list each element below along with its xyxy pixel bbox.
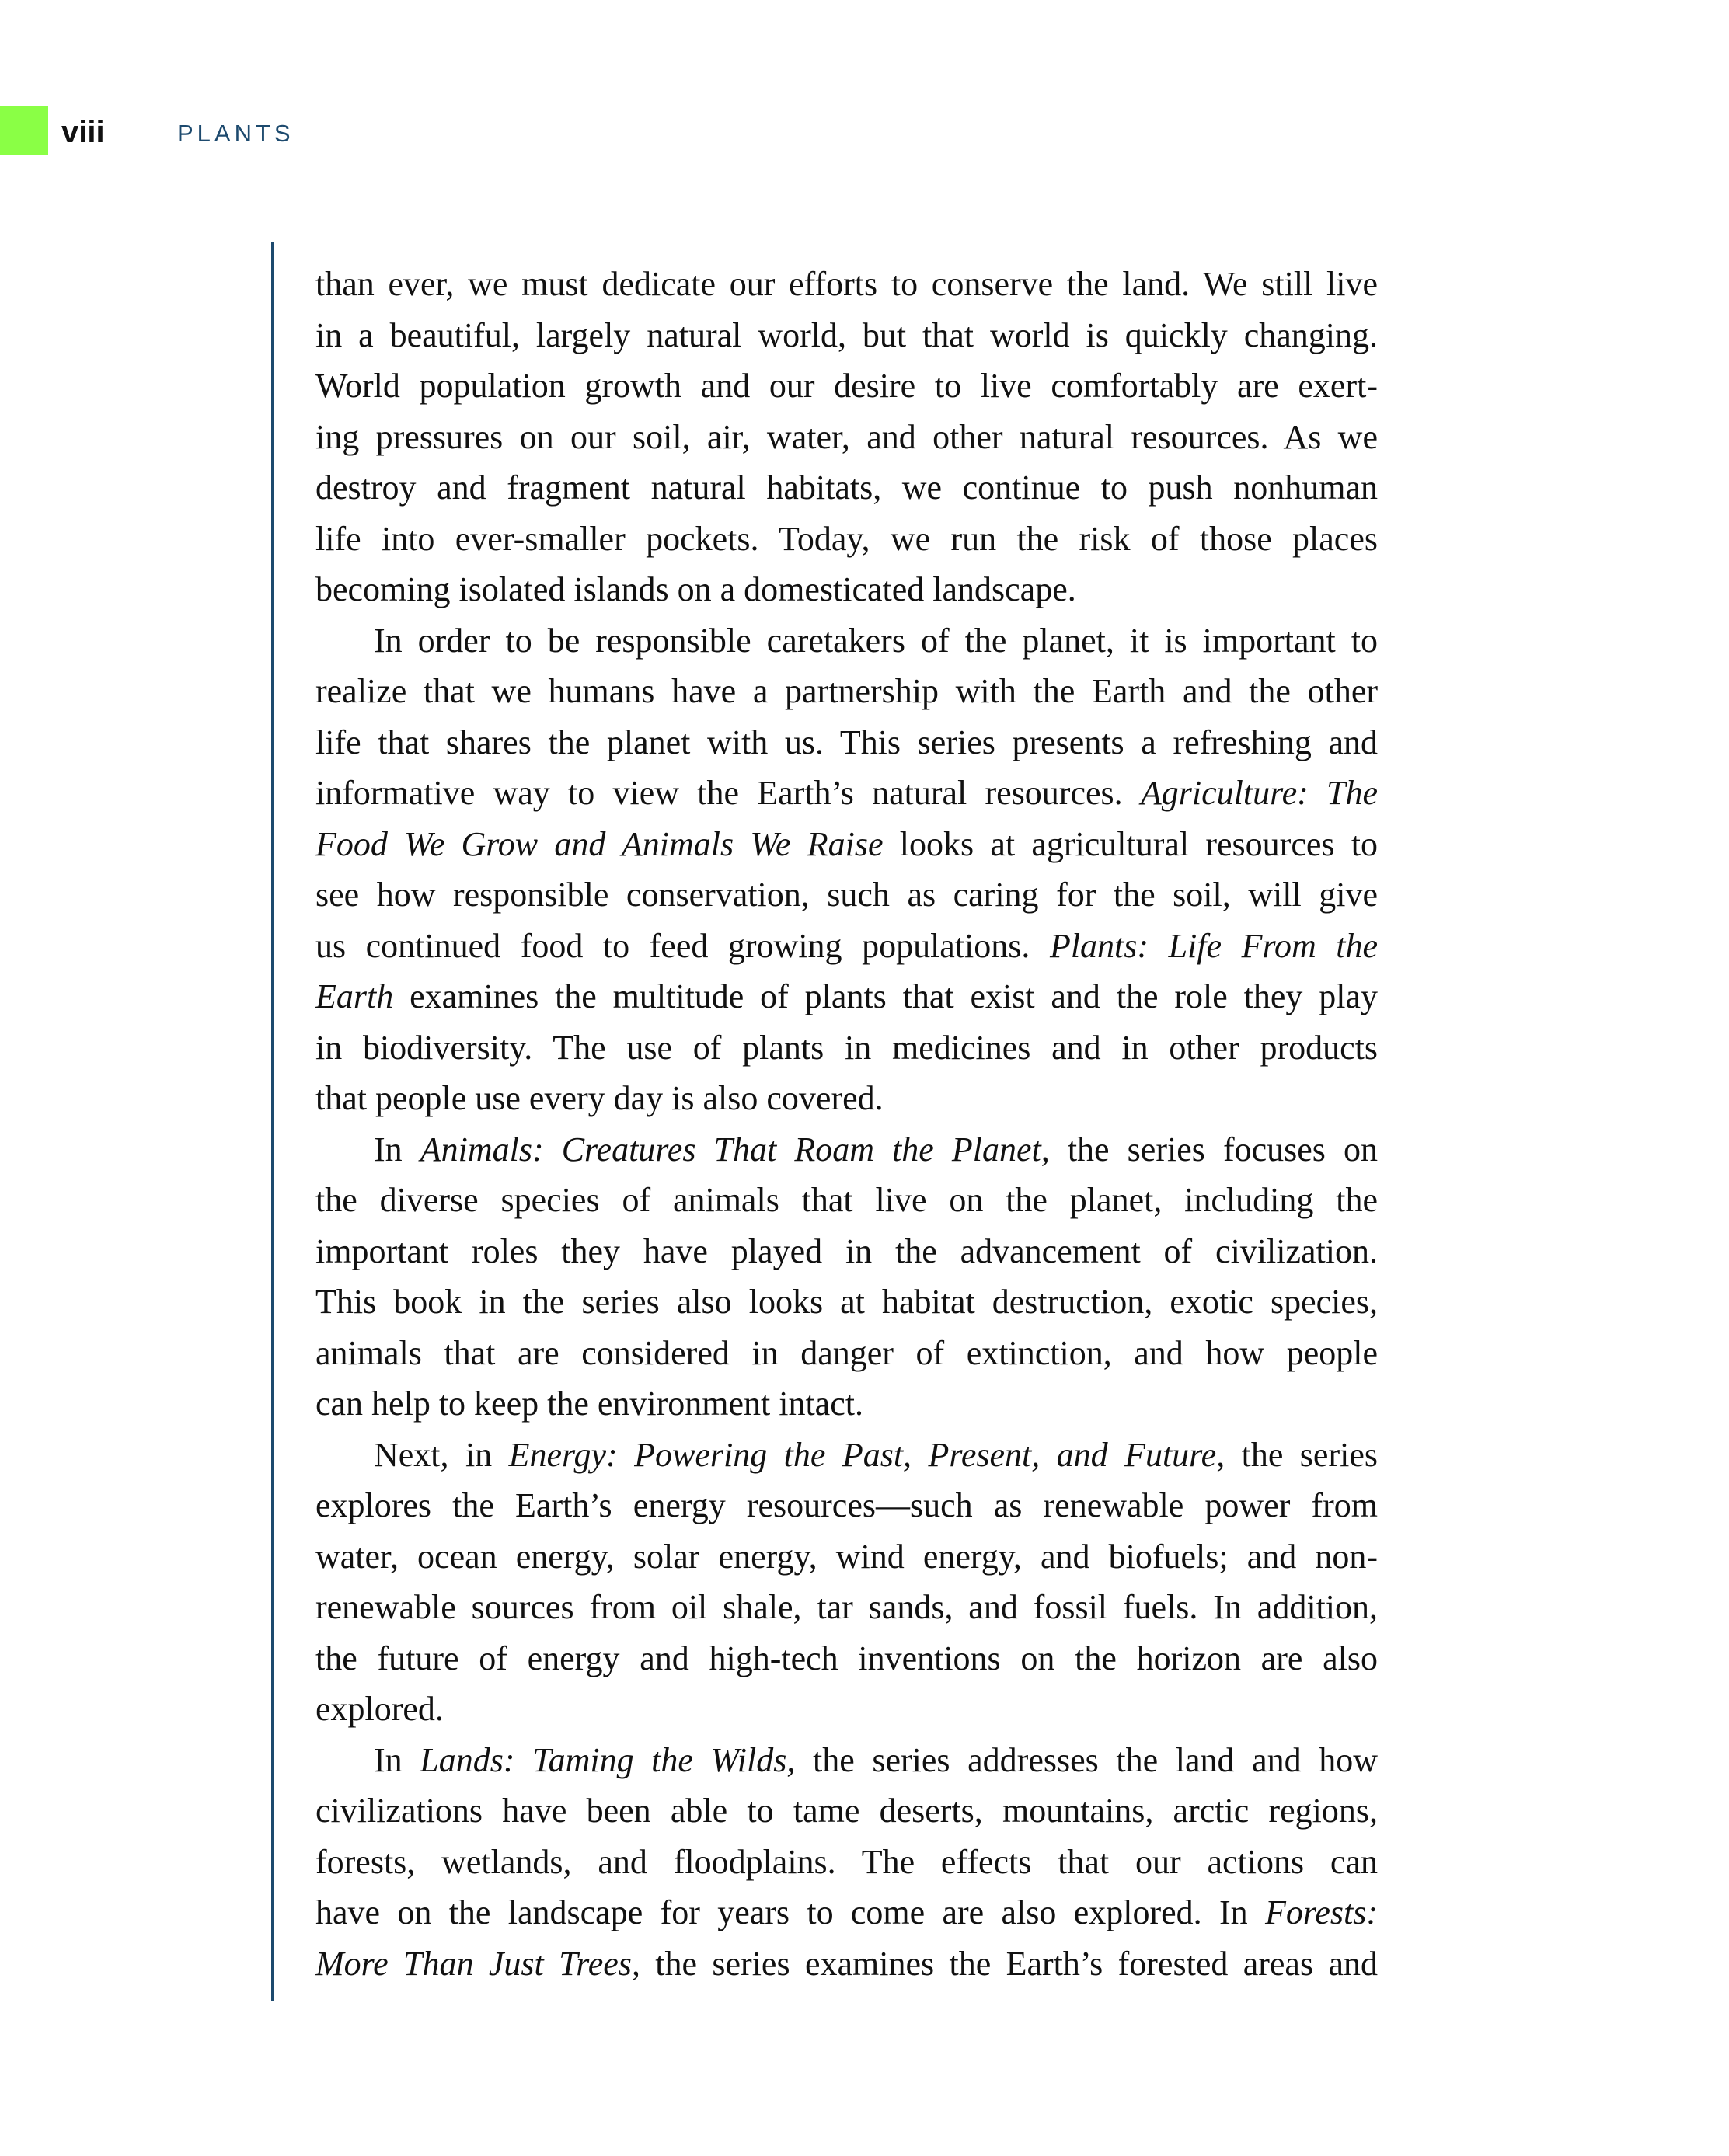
- text-segment: see how responsible conservation, such as caring for the soil, will give: [315, 876, 1378, 914]
- text-segment: the series addresses the land and how: [795, 1740, 1379, 1779]
- page-number: viii: [61, 115, 105, 149]
- text-line: [315, 971, 1378, 1022]
- paragraph: [315, 259, 1378, 615]
- text-line: [315, 1837, 1378, 1888]
- text-line: [315, 1277, 1378, 1328]
- text-line: [315, 1785, 1378, 1837]
- text-line: [315, 412, 1378, 463]
- text-segment: can help to keep the environment intact.: [315, 1385, 863, 1423]
- text-segment: water, ocean energy, solar energy, wind energy, and biofuels; and non-: [315, 1537, 1378, 1576]
- text-line: [315, 1022, 1378, 1074]
- text-line: [315, 1175, 1378, 1226]
- text-line: [315, 360, 1378, 412]
- paragraph: [315, 1735, 1378, 1990]
- paragraph: [315, 1124, 1378, 1430]
- text-segment: that people use every day is also covered.: [315, 1079, 884, 1117]
- text-segment: In order to be responsible caretakers of the planet, it is important to: [374, 621, 1378, 660]
- italic-title: Lands: Taming the Wilds,: [420, 1740, 796, 1779]
- italic-title: Energy: Powering the Past, Present, and Future: [508, 1435, 1217, 1474]
- text-segment: have on the landscape for years to come are also explored. In: [315, 1893, 1265, 1931]
- text-segment: informative way to view the Earth’s natural resources.: [315, 774, 1141, 812]
- text-segment: in biodiversity. The use of plants in medicines and in other products: [315, 1028, 1378, 1067]
- body-text: [315, 259, 1378, 1989]
- text-segment: destroy and fragment natural habitats, we continue to push nonhuman: [315, 468, 1378, 507]
- text-line: [315, 259, 1378, 310]
- italic-title: Earth: [315, 977, 394, 1015]
- text-segment: This book in the series also looks at habitat destruction, exotic species,: [315, 1283, 1378, 1321]
- italic-title: Plants: Life From the: [1049, 926, 1379, 965]
- text-segment: examines the multitude of plants that exist and the role they play: [393, 977, 1378, 1015]
- text-line: [315, 869, 1378, 921]
- text-line: [315, 1073, 1378, 1124]
- italic-title: Forests:: [1264, 1893, 1378, 1931]
- text-segment: life into ever-smaller pockets. Today, we run the risk of those places: [315, 519, 1378, 558]
- text-line: [315, 1328, 1378, 1379]
- text-line: [315, 1938, 1378, 1990]
- text-line: [315, 1531, 1378, 1583]
- text-line: [315, 1684, 1378, 1735]
- text-line: [315, 1226, 1378, 1277]
- text-segment: civilizations have been able to tame deserts, mountains, arctic regions,: [315, 1792, 1378, 1830]
- text-line: [315, 615, 1378, 667]
- chapter-tab-marker: [0, 106, 48, 155]
- text-segment: animals that are considered in danger of extinction, and how people: [315, 1333, 1378, 1372]
- text-line: [315, 666, 1378, 717]
- text-line: [315, 717, 1378, 768]
- text-segment: ing pressures on our soil, air, water, and other natural resources. As we: [315, 417, 1378, 456]
- italic-title: Food We Grow and Animals We Raise: [315, 824, 884, 863]
- text-segment: the future of energy and high-tech inventions on the horizon are also: [315, 1639, 1378, 1677]
- text-segment: In: [374, 1130, 420, 1169]
- text-line: [315, 819, 1378, 870]
- text-line: [315, 564, 1378, 615]
- text-line: [315, 768, 1378, 819]
- text-line: [315, 514, 1378, 565]
- text-segment: the series focuses on: [1049, 1130, 1378, 1169]
- text-segment: In: [374, 1740, 420, 1779]
- text-segment: renewable sources from oil shale, tar sands, and fossil fuels. In addition,: [315, 1588, 1378, 1626]
- text-line: [315, 1480, 1378, 1531]
- text-segment: the diverse species of animals that live on the planet, including the: [315, 1181, 1378, 1219]
- text-line: [315, 921, 1378, 972]
- text-segment: than ever, we must dedicate our efforts to conserve the land. We still live: [315, 265, 1378, 303]
- margin-rule: [271, 242, 274, 2001]
- text-line: [315, 1735, 1378, 1786]
- text-segment: looks at agricultural resources to: [883, 824, 1378, 863]
- text-segment: realize that we humans have a partnership with the Earth and the other: [315, 672, 1378, 710]
- paragraph: [315, 615, 1378, 1124]
- text-segment: the series examines the Earth’s forested areas and: [640, 1944, 1378, 1983]
- text-line: [315, 1582, 1378, 1633]
- text-segment: forests, wetlands, and floodplains. The effects that our actions can: [315, 1842, 1378, 1881]
- text-segment: explored.: [315, 1690, 444, 1728]
- text-segment: us continued food to feed growing populations.: [315, 926, 1050, 965]
- text-segment: , the series: [1216, 1435, 1378, 1474]
- italic-title: Animals: Creatures That Roam the Planet,: [420, 1130, 1050, 1169]
- text-line: [315, 1633, 1378, 1684]
- text-line: [315, 1430, 1378, 1481]
- text-segment: World population growth and our desire to live comfortably are exert-: [315, 367, 1378, 405]
- text-segment: life that shares the planet with us. This series presents a refreshing and: [315, 723, 1378, 761]
- text-segment: Next, in: [374, 1435, 509, 1474]
- text-line: [315, 1887, 1378, 1938]
- running-header-title: PLANTS: [177, 120, 295, 147]
- text-segment: in a beautiful, largely natural world, but that world is quickly changing.: [315, 315, 1378, 354]
- paragraph: [315, 1430, 1378, 1735]
- text-line: [315, 1378, 1378, 1430]
- text-segment: explores the Earth’s energy resources—such as renewable power from: [315, 1486, 1378, 1524]
- text-segment: becoming isolated islands on a domesticated landscape.: [315, 570, 1076, 608]
- text-segment: important roles they have played in the advancement of civilization.: [315, 1231, 1378, 1270]
- text-line: [315, 1124, 1378, 1176]
- text-line: [315, 462, 1378, 514]
- italic-title: Agriculture: The: [1140, 774, 1378, 812]
- text-line: [315, 310, 1378, 361]
- italic-title: More Than Just Trees,: [315, 1944, 640, 1983]
